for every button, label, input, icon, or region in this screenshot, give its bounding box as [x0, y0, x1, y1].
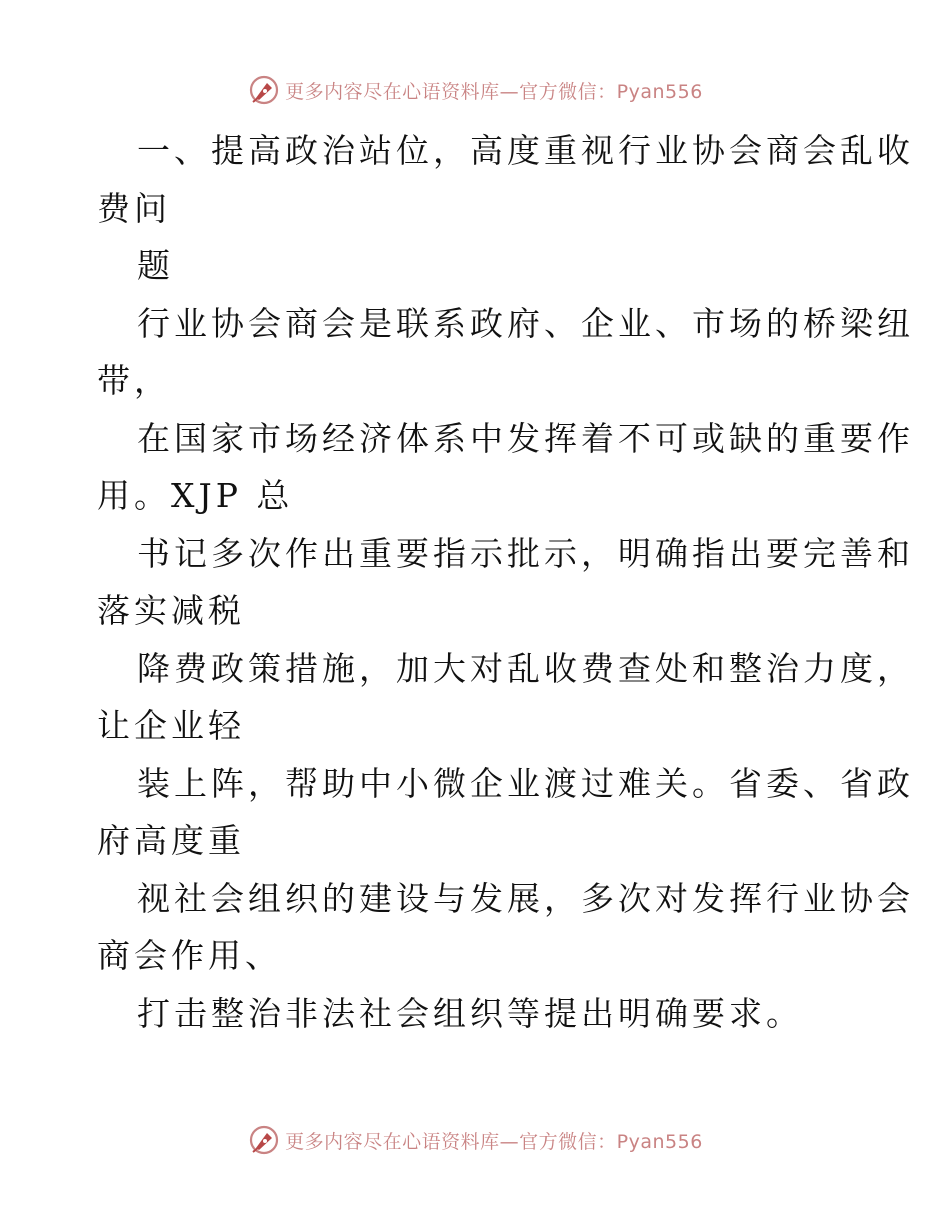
- text-line: 落实减税: [97, 591, 245, 630]
- document-body: [97, 122, 914, 1042]
- text-line: 费问: [97, 188, 171, 228]
- text-line: 装上阵，帮助中小微企业渡过难关。省委、省政: [137, 763, 914, 803]
- text-line: 用。XJP 总: [97, 476, 294, 515]
- text-line: 商会作用、: [97, 936, 282, 975]
- watermark-text: 更多内容尽在心语资料库—官方微信：Pyan556: [285, 80, 703, 103]
- watermark-text: 更多内容尽在心语资料库—官方微信：Pyan556: [285, 1130, 703, 1153]
- text-line: 一、提高政治站位，高度重视行业协会商会乱收: [137, 131, 914, 170]
- text-line: 行业协会商会是联系政府、企业、市场的桥梁纽: [137, 303, 914, 343]
- pen-nib-circle-icon: [247, 1123, 281, 1157]
- text-line: 降费政策措施，加大对乱收费查处和整治力度，: [137, 648, 914, 688]
- text-line: 书记多次作出重要指示批示，明确指出要完善和: [137, 533, 914, 573]
- header-watermark: [0, 70, 950, 110]
- text-line: 视社会组织的建设与发展，多次对发挥行业协会: [137, 878, 914, 918]
- text-line: 府高度重: [97, 821, 245, 860]
- text-line: 让企业轻: [97, 706, 245, 745]
- pen-nib-circle-icon: [247, 73, 281, 107]
- text-line: 在国家市场经济体系中发挥着不可或缺的重要作: [137, 418, 914, 458]
- text-line: 打击整治非法社会组织等提出明确要求。: [137, 993, 803, 1033]
- text-line: 带，: [97, 361, 171, 400]
- footer-watermark: [0, 1120, 950, 1160]
- text-line: 题: [137, 246, 174, 285]
